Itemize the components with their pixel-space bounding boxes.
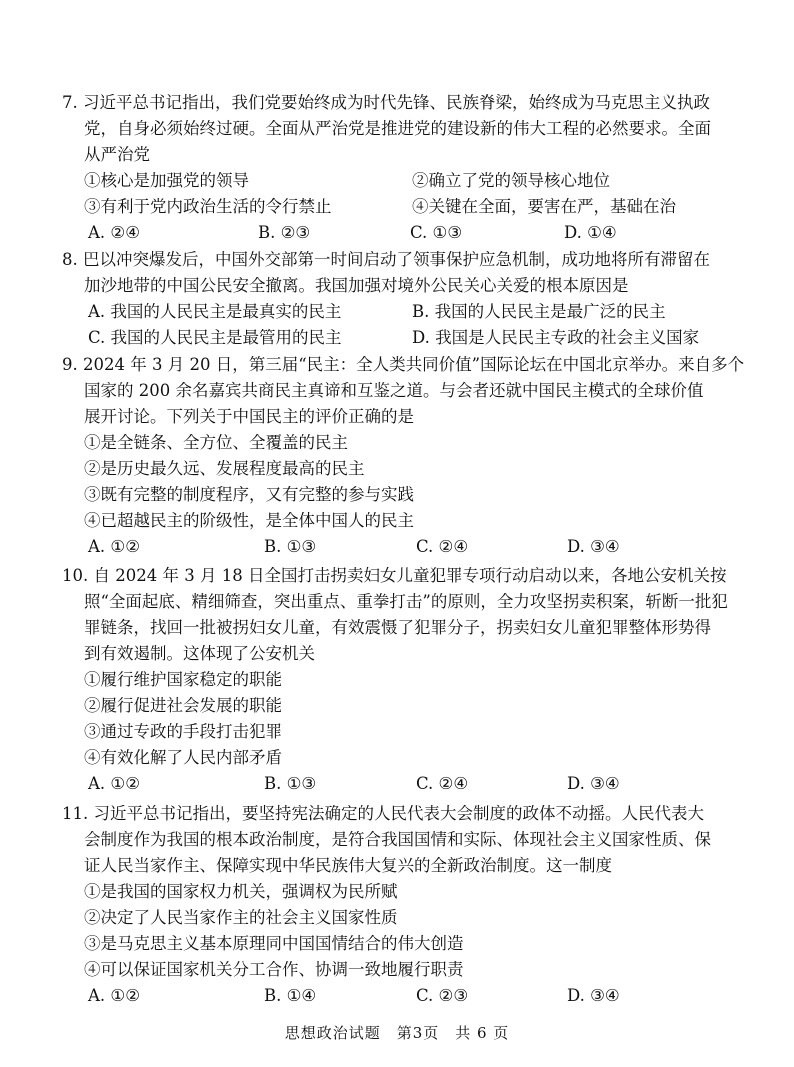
option-a: A. ①② (88, 537, 140, 556)
options-row (62, 534, 702, 560)
question-stem-line: 7. 习近平总书记指出，我们党要始终成为时代先锋、民族脊梁，始终成为马克思主义执政 (62, 93, 710, 112)
option-c: C. ②④ (416, 537, 469, 556)
option-d: D. ③④ (567, 774, 620, 793)
item: ①是我国的国家权力机关，强调权为民所赋 (84, 882, 398, 901)
item: ③有利于党内政治生活的令行禁止 (84, 197, 332, 216)
question-stem-line: 会制度作为我国的根本政治制度，是符合我国国情和实际、体现社会主义国家性质、保 (84, 830, 711, 849)
option-d: D. ③④ (567, 537, 620, 556)
options-row (62, 299, 702, 325)
question-7 (62, 90, 711, 246)
question-stem-line: 10. 自 2024 年 3 月 18 日全国打击拐卖妇女儿童犯罪专项行动启动以来，各地公安机关按 (62, 566, 727, 585)
option-c: C. ②③ (416, 986, 469, 1005)
question-stem-line: 9. 2024 年 3 月 20 日，第三届“民主：全人类共同价值”国际论坛在中国北京举办。来自多个 (62, 355, 745, 374)
question-10 (62, 563, 728, 797)
options-row (62, 771, 702, 797)
question-stem-line: 国家的 200 余名嘉宾共商民主真谛和互鉴之道。与会者还就中国民主模式的全球价值 (84, 381, 704, 400)
options-row (62, 220, 702, 246)
question-stem-line: 展开讨论。下列关于中国民主的评价正确的是 (84, 407, 414, 426)
question-stem-line: 11. 习近平总书记指出，要坚持宪法确定的人民代表大会制度的政体不动摇。人民代表大 (62, 804, 704, 823)
item: ②是历史最久远、发展程度最高的民主 (84, 459, 365, 478)
question-stem-line: 加沙地带的中国公民安全撤离。我国加强对境外公民关心关爱的根本原因是 (84, 276, 629, 295)
question-stem-line: 罪链条，找回一批被拐妇女儿童，有效震慑了犯罪分子，拐卖妇女儿童犯罪整体形势得 (84, 618, 711, 637)
item: ①是全链条、全方位、全覆盖的民主 (84, 433, 348, 452)
item: ④已超越民主的阶级性，是全体中国人的民主 (84, 511, 414, 530)
option-c: C. 我国的人民民主是最管用的民主 (88, 328, 342, 347)
option-c: C. ①③ (410, 223, 463, 242)
item-row (62, 168, 702, 194)
item: ④关键在全面，要害在严，基础在治 (412, 197, 676, 216)
option-a: A. ①② (88, 774, 140, 793)
option-b: B. ①④ (264, 986, 317, 1005)
item: ④可以保证国家机关分工合作、协调一致地履行职责 (84, 960, 464, 979)
question-11 (62, 801, 711, 1009)
question-stem-line: 从严治党 (84, 145, 150, 164)
item: ③既有完整的制度程序，又有完整的参与实践 (84, 485, 414, 504)
option-c: C. ②④ (416, 774, 469, 793)
option-b: B. ②③ (258, 223, 311, 242)
option-d: D. ①④ (564, 223, 617, 242)
question-stem-line: 党，自身必须始终过硬。全面从严治党是推进党的建设新的伟大工程的必然要求。全面 (84, 119, 711, 138)
item-row (62, 194, 702, 220)
option-a: A. 我国的人民民主是最真实的民主 (88, 302, 342, 321)
item: ①核心是加强党的领导 (84, 171, 249, 190)
option-d: D. 我国是人民民主专政的社会主义国家 (412, 328, 700, 347)
item: ③通过专政的手段打击犯罪 (84, 722, 282, 741)
item: ②确立了党的领导核心地位 (412, 171, 610, 190)
option-d: D. ③④ (567, 986, 620, 1005)
question-8 (62, 247, 710, 351)
question-stem-line: 照“全面起底、精细筛查，突出重点、重拳打击”的原则，全力攻坚拐卖积案，斩断一批犯 (84, 592, 728, 611)
option-b: B. ①③ (264, 774, 317, 793)
option-b: B. ①③ (264, 537, 317, 556)
question-stem-line: 到有效遏制。这体现了公安机关 (84, 644, 315, 663)
options-row (62, 325, 702, 351)
item: ④有效化解了人民内部矛盾 (84, 748, 282, 767)
item: ①履行维护国家稳定的职能 (84, 670, 282, 689)
option-b: B. 我国的人民民主是最广泛的民主 (412, 302, 666, 321)
question-stem-line: 8. 巴以冲突爆发后，中国外交部第一时间启动了领事保护应急机制，成功地将所有滞留在 (62, 250, 710, 269)
options-row (62, 983, 702, 1009)
option-a: A. ①② (88, 986, 140, 1005)
question-9 (62, 352, 745, 560)
question-stem-line: 证人民当家作主、保障实现中华民族伟大复兴的全新政治制度。这一制度 (84, 856, 612, 875)
page-footer: 思想政治试题 第3页 共 6 页 (284, 1024, 510, 1042)
option-a: A. ②④ (88, 223, 140, 242)
item: ②决定了人民当家作主的社会主义国家性质 (84, 908, 398, 927)
item: ②履行促进社会发展的职能 (84, 696, 282, 715)
item: ③是马克思主义基本原理同中国国情结合的伟大创造 (84, 934, 464, 953)
